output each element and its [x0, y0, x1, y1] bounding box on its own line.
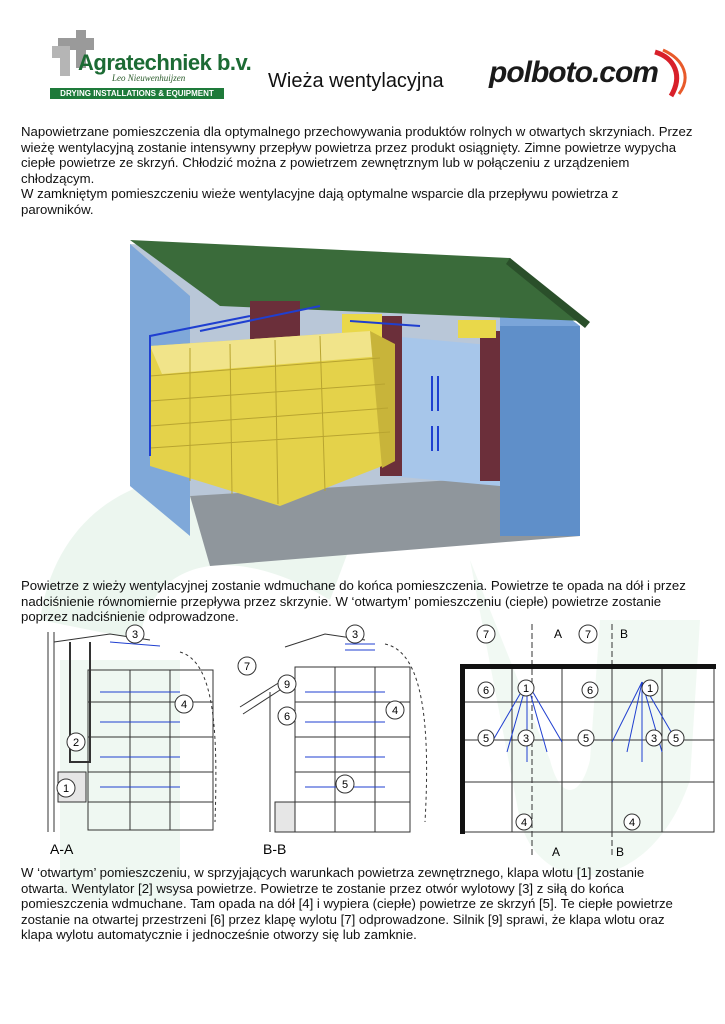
plan-top-label-3: 7 [584, 629, 592, 641]
svg-text:4: 4 [628, 817, 636, 829]
svg-text:5: 5 [482, 733, 490, 745]
svg-text:1: 1 [522, 683, 530, 695]
page-title: Wieża wentylacyjna [268, 70, 444, 92]
aa-label-1: 1 [62, 783, 70, 795]
plan-top-label-4: B [620, 627, 629, 641]
bb-label-7: 7 [243, 661, 251, 673]
svg-text:5: 5 [582, 733, 590, 745]
plan-top-label-1: 7 [482, 629, 490, 641]
bb-section-label: B-B [263, 841, 287, 857]
bb-label-4: 4 [391, 705, 399, 717]
bb-label-5: 5 [341, 779, 349, 791]
aa-label-4: 4 [180, 699, 188, 711]
partner-swoosh-icon [653, 48, 689, 98]
intro-paragraph: Napowietrzane pomieszczenia dla optymalnego przechowywania produktów rolnych w otwartych skrzyniach. Przez wieżę wentylacyjną zostanie intensywny przepływ powietrza przez produkt osiągnięty. Zimne powietrze wypycha ciepłe powietrze ze skrzyń. Chłodzić można z powietrzem zewnętrznym lub w połączeniu z urządzeniem chłodzącym. W zamkniętym pomieszczeniu wieże wentylacyjne dają optymalne wsparcie dla przepływu powietrza z parowników. [21, 124, 693, 217]
plan-diagram [452, 622, 722, 862]
middle-paragraph: Powietrze z wieży wentylacyjnej zostanie wdmuchane do końca pomieszczenia. Powietrze te opada na dół i przez nadciśnienie równomiernie przepływa przez skrzynie. W ‘otwartym’ pomieszczeniu (ciepłe) powietrze zostanie poprzez nadciśnienie odprowadzone. [21, 578, 686, 625]
plan-top-label-2: A [554, 627, 563, 641]
agratechniek-logo [50, 28, 252, 108]
svg-text:6: 6 [482, 685, 490, 697]
svg-text:3: 3 [650, 733, 658, 745]
svg-text:1: 1 [646, 683, 654, 695]
company-name: Agratechniek b.v. [78, 50, 252, 75]
company-signature: Leo Nieuwenhuijzen [112, 73, 186, 83]
storage-room-illustration [120, 236, 590, 576]
plan-bottom-label-a: A [552, 845, 561, 859]
bottom-paragraph: W ‘otwartym’ pomieszczeniu, w sprzyjających warunkach powietrza zewnętrznego, klapa wlotu [1] zostanie otwarta. Wentylator [2] wsysa powietrze. Powietrze te zostanie przez otwór wylotowy [3] z siłą do końca pomieszczenia wdmuchane. Tam opada na dół [4] i wypiera (ciepłe) powietrze ze skrzyń [5]. Te ciepłe powietrze zostanie na otwartej przestrzeni [6] przez klapę wylotu [7] odprowadzone. Silnik [9] sprawi, że klapa wlotu oraz klapa wylotu automatycznie i jednocześnie otworzy się lub zamknie. [21, 865, 673, 943]
aa-label-2: 2 [72, 737, 80, 749]
bb-label-3: 3 [351, 629, 359, 641]
plan-bottom-label-b: B [616, 845, 625, 859]
section-b-b-diagram [235, 622, 445, 862]
bb-label-6: 6 [283, 711, 291, 723]
svg-text:3: 3 [522, 733, 530, 745]
bb-label-9: 9 [283, 679, 291, 691]
svg-text:4: 4 [520, 817, 528, 829]
polboto-logo [485, 48, 690, 103]
company-tagline: DRYING INSTALLATIONS & EQUIPMENT [50, 88, 224, 99]
svg-text:5: 5 [672, 733, 680, 745]
partner-logo-text: polboto.com [489, 56, 658, 89]
svg-text:6: 6 [586, 685, 594, 697]
section-a-a-diagram [40, 622, 230, 862]
aa-section-label: A-A [50, 841, 74, 857]
aa-label-3: 3 [131, 629, 139, 641]
